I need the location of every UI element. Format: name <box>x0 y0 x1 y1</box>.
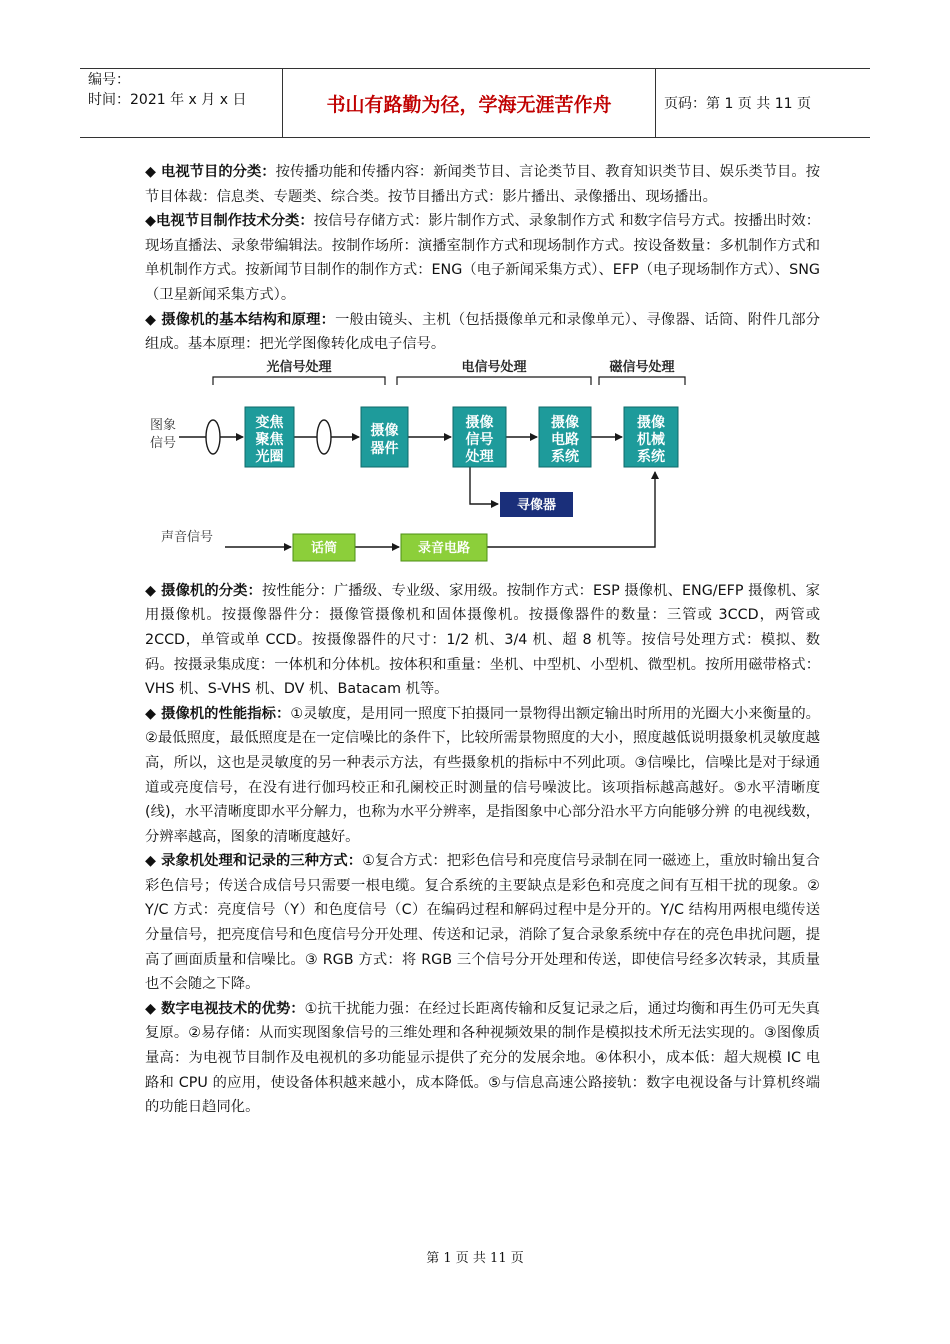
section-title: ◆ 摄像机的分类： <box>145 582 262 599</box>
box-text: 系统 <box>551 448 579 465</box>
paragraph-camera-classification <box>145 579 820 702</box>
lens-element-icon <box>317 420 331 454</box>
time-label: 时间：2021 年 x 月 x 日 <box>88 92 247 108</box>
page-header <box>80 68 870 138</box>
box-text: 处理 <box>465 448 494 465</box>
section-body: ①灵敏度，是用同一照度下拍摄同一景物得出额定输出时所用的光圈大小来衡量的。②最低照度，最低照度是在一定信噪比的条件下，比较所需景物照度的大小，照度越低说明摄象机灵敏度越高，所以，这也是灵敏度的另一种表示方法，有些摄象机的指标中不列此项。③信噪比，信噪比是对于绿通道或亮度信号，在没有进行伽玛校正和孔阑校正时测量的信号噪波比。该项指标越高越好。⑤水平清晰度(线)，水平清晰度即水平分解力，也称为水平分辨率，是指图象中心部分沿水平方向能够分辨 的电视线数，分辨率越高，图象的清晰度越好。 <box>145 705 820 845</box>
camera-block-diagram <box>145 357 820 579</box>
section-title: ◆电视节目制作技术分类： <box>145 213 314 230</box>
section-body: 一般由镜头、主机（包括摄像单元和录像单元）、寻像器、话筒、附件几部分组成。基本原理：把光学图像转化成电子信号。 <box>145 311 820 353</box>
box-text: 光圈 <box>255 448 284 465</box>
input-image-label: 信号 <box>149 435 177 451</box>
section-body: 按信号存储方式：影片制作方式、录象制作方式 和数字信号方式。按播出时效：现场直播法、录象带编辑法。按制作场所：演播室制作方式和现场制作方式。按设备数量：多机制作方式和单机制作方式。按新闻节目制作的制作方式：ENG（电子新闻采集方式）、EFP（电子现场制作方式）、SNG（卫星新闻采集方式）。 <box>145 213 820 303</box>
section-title: ◆ 数字电视技术的优势： <box>145 1000 305 1017</box>
paragraph-digital-tv-advantages <box>145 997 820 1120</box>
box-text: 录音电路 <box>417 540 471 556</box>
box-text: 摄像 <box>551 414 579 431</box>
section-title: ◆ 电视节目的分类： <box>145 164 276 180</box>
section-title: ◆ 录象机处理和记录的三种方式： <box>145 853 363 870</box>
group-label-magnetic: 磁信号处理 <box>609 359 675 375</box>
box-text: 器件 <box>370 440 399 457</box>
section-body: 按性能分：广播级、专业级、家用级。按制作方式：ESP 摄像机、ENG/EFP 摄像机、家用摄像机。按摄像器件分：摄像管摄像机和固体摄像机。按摄像器件的数量：三管或 3CCD，两管或 2CCD，单管或单 CCD。按摄像器件的尺寸：1/2 机、3/4 机、超 8 机等。按信号处理方式：模拟、数码。按摄录集成度：一体机和分体机。按体积和重量：坐机、中型机、小型机、微型机。按所用磁带格式：VHS 机、S-VHS 机、DV 机、Batacam 机等。 <box>145 582 820 698</box>
number-label: 编号： <box>88 72 130 88</box>
section-title: ◆ 摄像机的性能指标： <box>145 705 291 722</box>
page-footer: 第 1 页 共 11 页 <box>426 1251 524 1266</box>
box-text: 机械 <box>637 431 665 448</box>
paragraph-camera-structure <box>145 308 820 357</box>
box-text: 系统 <box>637 448 665 465</box>
lens-element-icon <box>206 420 220 454</box>
box-text: 信号 <box>465 431 494 448</box>
group-label-optical: 光信号处理 <box>266 359 332 375</box>
box-text: 话筒 <box>310 540 338 556</box>
box-text: 摄像 <box>637 414 665 431</box>
box-text: 变焦 <box>255 414 284 431</box>
box-text: 摄像 <box>370 422 399 439</box>
section-body: ①抗干扰能力强：在经过长距离传输和反复记录之后，通过均衡和再生仍可无失真复原。②易存储：从而实现图象信号的三维处理和各种视频效果的制作是模拟技术所无法实现的。③图像质量高：为电视节目制作及电视机的多功能显示提供了充分的发展余地。④体积小，成本低：超大规模 IC 电路和 CPU 的应用，使设备体积越来越小，成本降低。⑤与信息高速公路接轨：数字电视设备与计算机终端的功能日趋同化。 <box>145 1000 820 1116</box>
section-body: 按传播功能和传播内容：新闻类节目、言论类节目、教育知识类节目、娱乐类节目。按节目体裁：信息类、专题类、综合类。按节目播出方式：影片播出、录像播出、现场播出。 <box>145 164 820 205</box>
group-label-electric: 电信号处理 <box>461 359 527 375</box>
box-text: 电路 <box>551 431 579 448</box>
document-body <box>145 160 820 1120</box>
box-text: 摄像 <box>465 414 494 431</box>
paragraph-vcr-methods <box>145 849 820 997</box>
header-meta <box>80 69 282 137</box>
input-image-label: 图象 <box>149 417 177 433</box>
section-title: ◆ 摄像机的基本结构和原理： <box>145 311 336 328</box>
paragraph-camera-performance <box>145 702 820 850</box>
box-text: 聚焦 <box>255 431 284 448</box>
input-audio-label: 声音信号 <box>160 529 214 545</box>
paragraph-production-technique <box>145 209 820 307</box>
header-motto: 书山有路勤为径，学海无涯苦作舟 <box>282 69 656 137</box>
header-page-label: 页码：第 1 页 共 11 页 <box>664 96 811 112</box>
box-text: 寻像器 <box>516 497 557 513</box>
paragraph-program-classification <box>145 160 820 209</box>
section-body: ①复合方式：把彩色信号和亮度信号录制在同一磁迹上，重放时输出复合彩色信号；传送合成信号只需要一根电缆。复合系统的主要缺点是彩色和亮度之间有互相干扰的现象。② Y/C 方式：亮度信号（Y）和色度信号（C）在编码过程和解码过程中是分开的。Y/C 结构用两根电缆传送分量信号，把亮度信号和色度信号分开处理、传送和记录，消除了复合录象系统中存在的亮色串扰问题，提高了画面质量和信噪比。③ RGB 方式：将 RGB 三个信号分开处理和传送，即使信号经多次转录，其质量也不会随之下降。 <box>145 853 820 993</box>
